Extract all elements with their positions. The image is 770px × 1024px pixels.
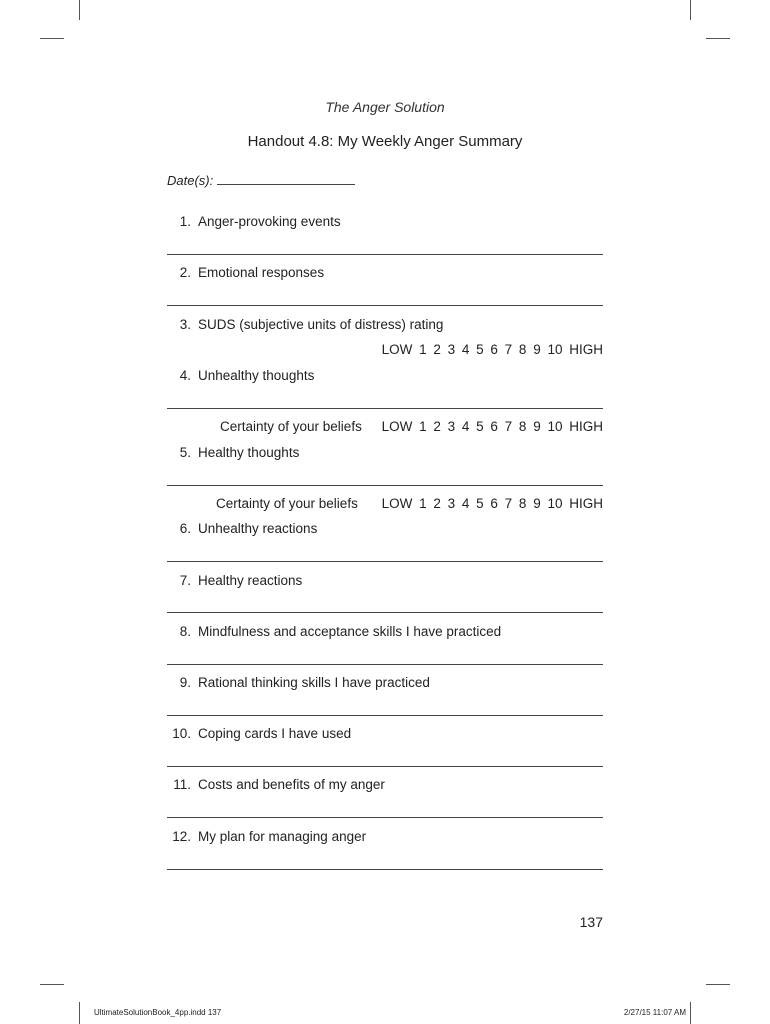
item-label: Rational thinking skills I have practiced — [198, 675, 430, 690]
scale-low: LOW — [381, 342, 413, 357]
item-number: 1. — [179, 214, 191, 229]
answer-line[interactable] — [167, 408, 603, 409]
dates-label: Date(s): — [167, 173, 214, 188]
item-number: 12. — [172, 829, 191, 844]
scale-high: HIGH — [569, 419, 603, 434]
scale-values: 1 2 3 4 5 6 7 8 9 10 — [419, 419, 563, 434]
answer-line[interactable] — [167, 561, 603, 562]
list-item — [167, 829, 366, 844]
list-item — [167, 777, 385, 792]
item-label: SUDS (subjective units of distress) rating — [198, 317, 444, 332]
list-item — [167, 317, 443, 332]
answer-line[interactable] — [167, 664, 603, 665]
certainty-scale[interactable] — [382, 496, 603, 511]
scale-low: LOW — [381, 496, 413, 511]
list-item — [167, 265, 324, 280]
item-label: Unhealthy thoughts — [198, 368, 315, 383]
answer-line[interactable] — [167, 254, 603, 255]
crop-mark — [706, 38, 730, 39]
answer-line[interactable] — [167, 612, 603, 613]
item-number: 8. — [179, 624, 191, 639]
running-title: The Anger Solution — [325, 99, 445, 115]
item-number: 4. — [179, 368, 191, 383]
item-label: My plan for managing anger — [198, 829, 367, 844]
item-number: 10. — [172, 726, 191, 741]
crop-mark — [79, 1002, 80, 1024]
scale-values: 1 2 3 4 5 6 7 8 9 10 — [419, 342, 563, 357]
crop-mark — [40, 38, 64, 39]
item-label: Emotional responses — [198, 265, 325, 280]
item-number: 9. — [179, 675, 191, 690]
answer-line[interactable] — [167, 869, 603, 870]
handout-title: Handout 4.8: My Weekly Anger Summary — [247, 133, 523, 150]
list-item — [167, 573, 302, 588]
item-number: 7. — [179, 573, 191, 588]
answer-line[interactable] — [167, 715, 603, 716]
item-number: 5. — [179, 445, 191, 460]
crop-mark — [690, 1002, 691, 1024]
page-number: 137 — [579, 914, 603, 930]
list-item — [167, 521, 317, 536]
item-label: Anger-provoking events — [198, 214, 341, 229]
dates-blank[interactable] — [217, 172, 355, 185]
list-item — [167, 675, 430, 690]
item-label: Coping cards I have used — [198, 726, 352, 741]
crop-mark — [706, 984, 730, 985]
item-number: 6. — [179, 521, 191, 536]
answer-line[interactable] — [167, 305, 603, 306]
list-item — [167, 624, 501, 639]
certainty-label: Certainty of your beliefs — [220, 419, 362, 434]
list-item — [167, 368, 314, 383]
list-item — [167, 445, 299, 460]
scale-high: HIGH — [569, 496, 603, 511]
item-number: 3. — [179, 317, 191, 332]
item-label: Healthy reactions — [198, 573, 303, 588]
slug-file-info: UltimateSolutionBook_4pp.indd 137 — [94, 1008, 222, 1017]
suds-scale[interactable] — [382, 342, 603, 357]
answer-line[interactable] — [167, 766, 603, 767]
item-label: Mindfulness and acceptance skills I have practiced — [198, 624, 502, 639]
scale-values: 1 2 3 4 5 6 7 8 9 10 — [419, 496, 563, 511]
item-number: 2. — [179, 265, 191, 280]
crop-mark — [79, 0, 80, 20]
list-item — [167, 214, 341, 229]
item-label: Healthy thoughts — [198, 445, 300, 460]
scale-high: HIGH — [569, 342, 603, 357]
answer-line[interactable] — [167, 485, 603, 486]
dates-field[interactable] — [167, 172, 355, 188]
crop-mark — [40, 984, 64, 985]
scale-low: LOW — [381, 419, 413, 434]
crop-mark — [690, 0, 691, 20]
certainty-scale[interactable] — [382, 419, 603, 434]
slug-date-info: 2/27/15 11:07 AM — [623, 1008, 686, 1017]
list-item — [167, 726, 351, 741]
item-number: 11. — [173, 777, 191, 792]
certainty-label: Certainty of your beliefs — [216, 496, 358, 511]
item-label: Unhealthy reactions — [198, 521, 318, 536]
answer-line[interactable] — [167, 817, 603, 818]
item-label: Costs and benefits of my anger — [198, 777, 385, 792]
